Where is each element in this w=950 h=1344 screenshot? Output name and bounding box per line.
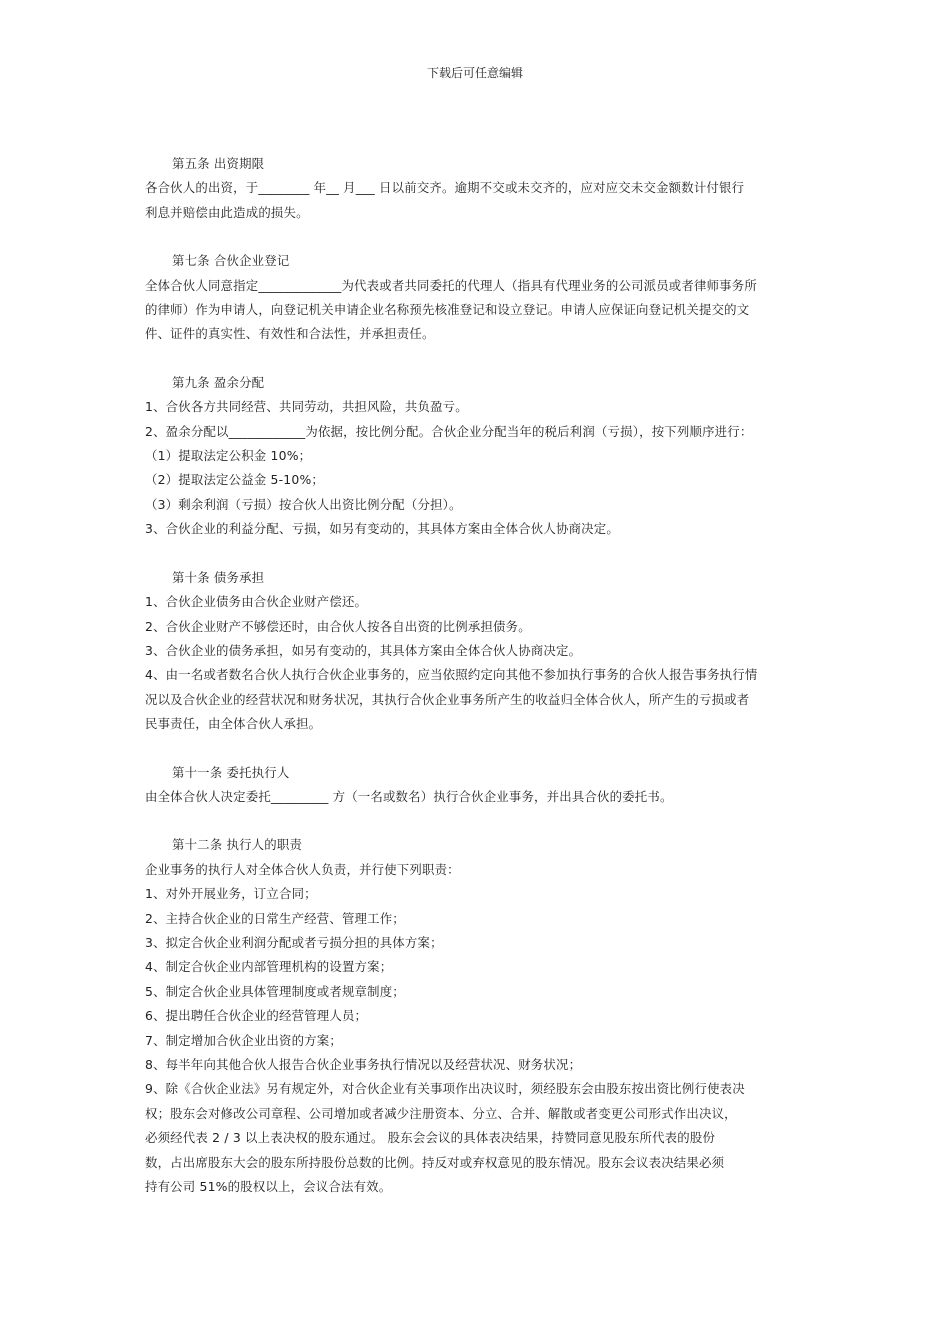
paragraph-line: 4、制定合伙企业内部管理机构的设置方案； [145,959,393,975]
paragraph-line: 企业事务的执行人对全体合伙人负责，并行使下列职责： [145,861,460,877]
section-gap [145,542,815,566]
paragraph-line: 2、主持合伙企业的日常生产经营、管理工作； [145,910,405,926]
section-title: 第五条 出资期限 [172,156,265,171]
paragraph-line: 3、合伙企业的利益分配、亏损，如另有变动的，其具体方案由全体合伙人协商决定。 [145,521,619,537]
paragraph-line: 数，占出席股东大会的股东所持股份总数的比例。持反对或弃权意见的股东情况。股东会议表决结果必须 [145,1154,725,1170]
paragraph-line: 5、制定合伙企业具体管理制度或者规章制度； [145,983,405,999]
section-title: 第九条 盈余分配 [172,374,265,390]
paragraph-line: （3）剩余利润（亏损）按合伙人出资比例分配（分担）。 [145,496,462,512]
paragraph-line: （1）提取法定公积金 10%； [145,448,312,464]
section-title: 第七条 合伙企业登记 [172,253,290,269]
paragraph-line: 利息并赔偿由此造成的损失。 [145,204,309,220]
document-body [145,152,815,1199]
section-title: 第十一条 委托执行人 [172,764,290,780]
section-title: 第十条 债务承担 [172,569,265,585]
paragraph-line: 权；股东会对修改公司章程、公司增加或者减少注册资本、分立、合并、解散或者变更公司形式作出决议， [145,1105,737,1121]
paragraph-line: 必须经代表 2 / 3 以上表决权的股东通过。 股东会会议的具体表决结果，持赞同意见股东所代表的股份 [145,1130,716,1146]
paragraph-line: 3、合伙企业的债务承担，如另有变动的，其具体方案由全体合伙人协商决定。 [145,642,582,658]
paragraph-line: 1、合伙各方共同经营、共同劳动，共担风险，共负盈亏。 [145,399,468,415]
paragraph-line: 各合伙人的出资，于________ 年__ 月___ 日以前交齐。逾期不交或未交齐的，应对应交未交金额数计付银行 [145,180,745,196]
page-header: 下载后可任意编辑 [426,66,523,80]
paragraph-line: 8、每半年向其他合伙人报告合伙企业事务执行情况以及经营状况、财务状况； [145,1057,582,1072]
paragraph-line: 由全体合伙人决定委托_________ 方（一名或数名）执行合伙企业事务，并出具合伙的委托书。 [145,788,673,804]
section-title: 第十二条 执行人的职责 [172,837,303,853]
paragraph-line: （2）提取法定公益金 5-10%； [145,472,325,488]
section-gap [145,737,815,761]
paragraph-line: 2、盈余分配以____________为依据，按比例分配。合伙企业分配当年的税后利润（亏损），按下列顺序进行： [145,423,753,439]
section-gap [145,225,815,249]
section-gap [145,347,815,371]
paragraph-line: 7、制定增加合伙企业出资的方案； [145,1032,342,1048]
paragraph-line: 况以及合伙企业的经营状况和财务状况，其执行合伙企业事务所产生的收益归全体合伙人，所产生的亏损或者 [145,691,750,707]
paragraph-line: 2、合伙企业财产不够偿还时，由合伙人按各自出资的比例承担债务。 [145,618,531,634]
paragraph-line: 6、提出聘任合伙企业的经营管理人员； [145,1008,368,1024]
paragraph-line: 1、合伙企业债务由合伙企业财产偿还。 [145,594,368,610]
paragraph-line: 3、拟定合伙企业利润分配或者亏损分担的具体方案； [145,934,443,950]
paragraph-line: 1、对外开展业务，订立合同； [145,886,317,902]
paragraph-line: 全体合伙人同意指定_____________为代表或者共同委托的代理人（指具有代理业务的公司派员或者律师事务所 [145,277,757,293]
paragraph-line: 持有公司 51%的股权以上，会议合法有效。 [145,1179,392,1195]
paragraph-line: 的律师）作为申请人，向登记机关申请企业名称预先核准登记和设立登记。申请人应保证向登记机关提交的文 [145,302,750,318]
paragraph-line: 4、由一名或者数名合伙人执行合伙企业事务的，应当依照约定向其他不参加执行事务的合伙人报告事务执行情 [145,667,758,683]
paragraph-line: 民事责任，由全体合伙人承担。 [145,716,322,732]
section-gap [145,809,815,833]
paragraph-line: 件、证件的真实性、有效性和合法性，并承担责任。 [145,326,435,342]
paragraph-line: 9、除《合伙企业法》另有规定外，对合伙企业有关事项作出决议时，须经股东会由股东按出资比例行使表决 [145,1081,745,1097]
